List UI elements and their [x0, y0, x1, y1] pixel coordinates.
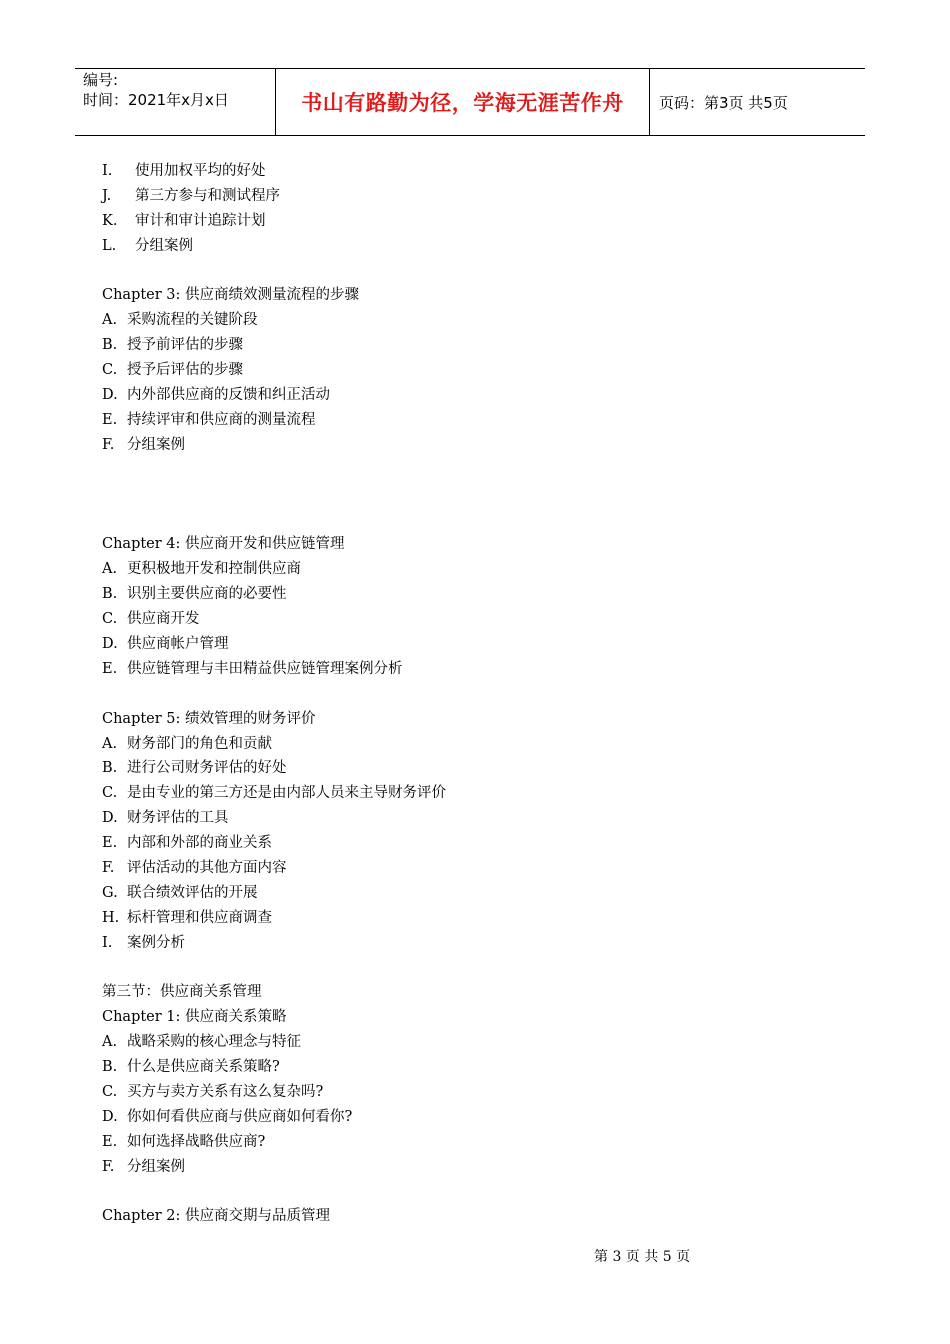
chapter-5 [102, 707, 822, 956]
item-text: 授予前评估的步骤 [127, 337, 243, 354]
motto-text: 书山有路勤为径，学海无涯苦作舟 [301, 91, 624, 115]
list-item [102, 906, 822, 931]
list-item [102, 358, 822, 383]
item-text: 分组案例 [127, 1158, 185, 1175]
item-text: 财务部门的角色和贡献 [127, 735, 272, 752]
list-item [102, 209, 822, 234]
item-label: D. [102, 635, 118, 652]
item-label: A. [102, 561, 118, 578]
list-item [102, 184, 822, 209]
list-item [102, 1055, 822, 1080]
item-label: B. [102, 337, 118, 354]
item-label: F. [102, 436, 115, 453]
item-text: 分组案例 [127, 436, 185, 453]
list-item [102, 756, 822, 781]
list-item [102, 582, 822, 607]
item-label: C. [102, 1083, 118, 1100]
list-item [102, 383, 822, 408]
header-motto [276, 69, 650, 135]
item-text: 如何选择战略供应商? [127, 1133, 266, 1150]
list-item [102, 632, 822, 657]
item-label: C. [102, 785, 118, 802]
item-label: D. [102, 387, 118, 404]
item-text: 买方与卖方关系有这么复杂吗? [127, 1083, 324, 1100]
item-label: E. [102, 1133, 118, 1150]
document-body [102, 159, 822, 1229]
item-label: F. [102, 859, 115, 876]
item-label: E. [102, 835, 118, 852]
chapter-title: Chapter 2: 供应商交期与品质管理 [102, 1208, 331, 1225]
list-item [102, 856, 822, 881]
item-text: 案例分析 [127, 934, 185, 951]
list-item [102, 1130, 822, 1155]
item-label: B. [102, 586, 118, 603]
page-header [75, 68, 865, 136]
item-label: D. [102, 1108, 118, 1125]
item-text: 进行公司财务评估的好处 [127, 760, 287, 777]
item-text: 标杆管理和供应商调查 [127, 909, 272, 926]
item-text: 分组案例 [135, 237, 193, 254]
item-text: 更积极地开发和控制供应商 [127, 561, 301, 578]
item-text: 供应链管理与丰田精益供应链管理案例分析 [127, 660, 403, 677]
item-label: B. [102, 1059, 118, 1076]
item-text: 评估活动的其他方面内容 [127, 859, 287, 876]
item-label: A. [102, 735, 118, 752]
list-item [102, 1030, 822, 1055]
item-label: E. [102, 660, 118, 677]
chapter-title: Chapter 1: 供应商关系策略 [102, 1009, 287, 1026]
item-text: 识别主要供应商的必要性 [127, 586, 287, 603]
item-text: 使用加权平均的好处 [135, 163, 266, 179]
list-item [102, 333, 822, 358]
list-item [102, 1105, 822, 1130]
list-item [102, 881, 822, 906]
page-footer: 第 3 页 共 5 页 [594, 1249, 691, 1265]
item-label: I. [102, 934, 113, 951]
item-label: K. [102, 212, 118, 229]
item-text: 战略采购的核心理念与特征 [127, 1034, 301, 1051]
prev-chapter-list [102, 159, 822, 259]
item-text: 供应商帐户管理 [127, 635, 229, 652]
list-item [102, 308, 822, 333]
item-label: A. [102, 1034, 118, 1051]
item-label: L. [102, 237, 117, 254]
list-item [102, 781, 822, 806]
item-text: 审计和审计追踪计划 [135, 212, 266, 229]
item-label: C. [102, 611, 118, 628]
chapter-title: Chapter 4: 供应商开发和供应链管理 [102, 536, 345, 553]
item-label: J. [102, 187, 112, 204]
item-text: 联合绩效评估的开展 [127, 884, 258, 901]
item-label: B. [102, 760, 118, 777]
header-page-info [650, 69, 865, 135]
item-label: G. [102, 884, 118, 901]
list-item [102, 1155, 822, 1180]
item-text: 持续评审和供应商的测量流程 [127, 411, 316, 428]
header-meta [75, 69, 276, 135]
chapter-3 [102, 283, 822, 457]
list-item [102, 607, 822, 632]
list-item [102, 657, 822, 682]
item-text: 第三方参与和测试程序 [135, 187, 280, 204]
list-item [102, 931, 822, 956]
item-label: A. [102, 312, 118, 329]
item-text: 内部和外部的商业关系 [127, 835, 272, 852]
list-item [102, 433, 822, 458]
chapter-4 [102, 532, 822, 681]
item-text: 什么是供应商关系策略? [127, 1059, 280, 1076]
item-label: E. [102, 411, 118, 428]
list-item [102, 1080, 822, 1105]
item-text: 采购流程的关键阶段 [127, 312, 258, 329]
list-item [102, 732, 822, 757]
item-text: 供应商开发 [127, 611, 200, 628]
item-label: C. [102, 362, 118, 379]
code-label: 编号: [83, 71, 119, 89]
list-item [102, 831, 822, 856]
page-info-text: 页码：第3页 共5页 [659, 93, 788, 112]
item-label: H. [102, 909, 120, 926]
list-item [102, 408, 822, 433]
chapter-title: Chapter 3: 供应商绩效测量流程的步骤 [102, 287, 360, 304]
item-label: F. [102, 1158, 115, 1175]
section-heading: 第三节：供应商关系管理 [102, 984, 262, 1001]
item-text: 财务评估的工具 [127, 810, 229, 827]
time-label: 时间：2021年x月x日 [83, 91, 229, 109]
item-text: 授予后评估的步骤 [127, 362, 243, 379]
section-3 [102, 980, 822, 1229]
list-item [102, 159, 822, 184]
item-text: 内外部供应商的反馈和纠正活动 [127, 387, 330, 404]
list-item [102, 806, 822, 831]
item-text: 是由专业的第三方还是由内部人员来主导财务评价 [127, 785, 446, 802]
item-label: I. [102, 163, 113, 179]
item-text: 你如何看供应商与供应商如何看你? [127, 1108, 353, 1125]
item-label: D. [102, 810, 118, 827]
chapter-title: Chapter 5: 绩效管理的财务评价 [102, 710, 316, 727]
list-item [102, 557, 822, 582]
list-item [102, 234, 822, 259]
